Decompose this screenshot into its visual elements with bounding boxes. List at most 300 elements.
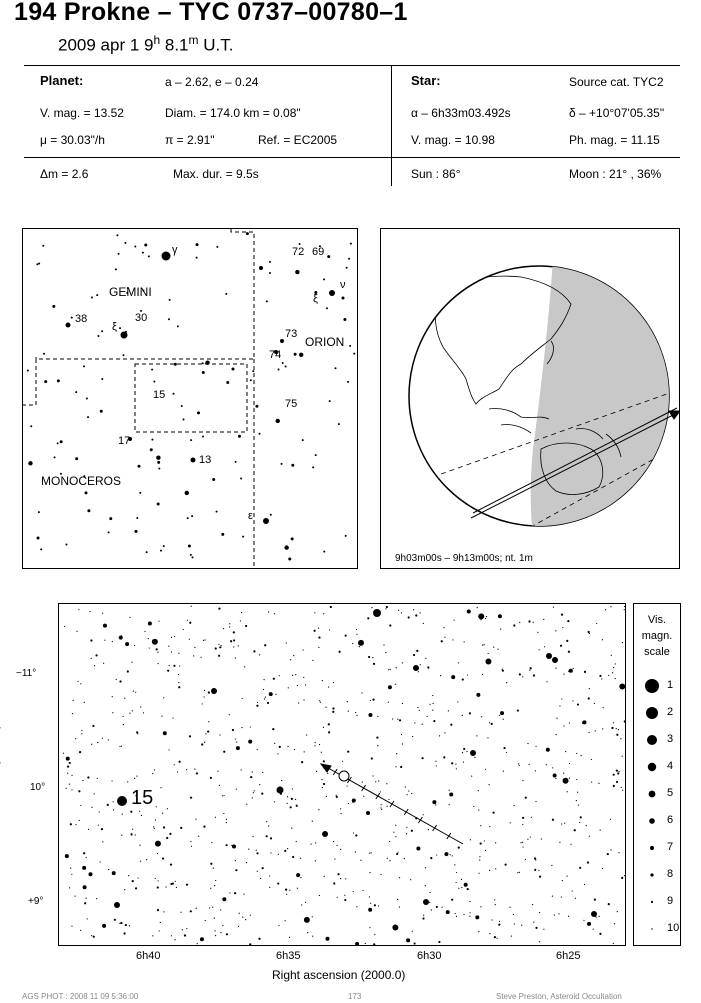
map-star [376, 736, 378, 738]
map-star [535, 746, 536, 747]
map-star [395, 836, 396, 837]
map-star [367, 617, 369, 619]
map-star [406, 827, 407, 828]
map-star [579, 822, 580, 823]
finder-star [348, 258, 350, 260]
map-star [193, 655, 194, 656]
map-star [576, 779, 577, 780]
map-star [554, 914, 555, 915]
map-star [543, 929, 544, 930]
map-star [215, 647, 217, 649]
map-star [429, 704, 430, 705]
map-star [257, 749, 258, 750]
map-star [456, 872, 457, 873]
map-star [246, 804, 247, 805]
map-star [369, 872, 370, 873]
map-star [155, 819, 156, 820]
map-star [253, 650, 255, 652]
map-star [389, 624, 391, 626]
map-bright-star [423, 899, 429, 905]
map-star [555, 668, 556, 669]
finder-star [259, 433, 261, 435]
map-star [538, 870, 539, 871]
star-map-graphic [59, 604, 626, 946]
map-star [353, 832, 354, 833]
map-star [102, 738, 103, 739]
label-xi-gem: ξ [112, 321, 117, 333]
map-star [75, 896, 76, 897]
finder-star [202, 435, 204, 437]
map-star [576, 753, 577, 754]
map-star [522, 676, 523, 677]
map-star [322, 787, 323, 788]
map-star [205, 920, 206, 921]
map-star [551, 865, 552, 866]
map-star [534, 857, 536, 859]
map-star [83, 885, 87, 889]
finder-star [153, 380, 155, 382]
map-star [269, 692, 273, 696]
map-star [436, 854, 437, 855]
map-star [254, 790, 255, 791]
map-star [618, 729, 619, 730]
map-star [244, 666, 245, 667]
map-star [369, 896, 370, 897]
map-star [207, 730, 209, 732]
map-star [530, 836, 531, 837]
map-star [250, 776, 252, 778]
map-star [248, 848, 249, 849]
map-star [616, 769, 618, 771]
map-star [495, 904, 496, 905]
map-star [125, 642, 129, 646]
map-star [399, 719, 401, 721]
map-star [266, 821, 267, 822]
magnitude-scale [633, 603, 681, 946]
map-star [466, 751, 467, 752]
finder-bright-star [329, 290, 335, 296]
map-star [514, 923, 515, 924]
map-star [613, 943, 614, 944]
map-star [563, 725, 564, 726]
map-star [173, 665, 175, 667]
map-star [323, 613, 324, 614]
map-star [539, 912, 540, 913]
finder-star [216, 511, 218, 513]
map-star [503, 747, 505, 749]
map-star [566, 876, 567, 877]
label-69: 69 [312, 246, 325, 258]
finder-star [255, 405, 258, 408]
finder-star [27, 369, 29, 371]
map-star [325, 937, 329, 941]
finder-star [342, 297, 345, 300]
map-star [178, 653, 179, 654]
finder-bright-star [162, 252, 171, 261]
map-star [296, 873, 300, 877]
map-star [509, 907, 510, 908]
map-star [423, 814, 424, 815]
map-bright-star [552, 657, 558, 663]
finder-star [188, 544, 191, 547]
map-star [478, 613, 484, 619]
map-bright-star [373, 609, 381, 617]
map-star [284, 850, 286, 852]
map-star [306, 734, 307, 735]
map-star [84, 702, 85, 703]
map-star [624, 609, 625, 610]
map-star [539, 941, 540, 942]
finder-star [43, 353, 45, 355]
map-star [569, 722, 570, 723]
map-star [187, 620, 188, 621]
star-dec: δ – +10°07'05.35" [569, 106, 665, 120]
map-star [194, 647, 195, 648]
finder-star [116, 234, 118, 236]
map-star [67, 773, 68, 774]
map-star [107, 804, 109, 806]
map-star [347, 701, 348, 702]
map-star [112, 871, 116, 875]
map-star [319, 895, 320, 896]
map-star [469, 916, 470, 917]
map-star [157, 652, 158, 653]
finder-star [28, 461, 32, 465]
map-star [397, 899, 398, 900]
finder-star [75, 457, 78, 460]
map-star [229, 626, 230, 627]
map-star [370, 700, 371, 701]
planet-parallax: π = 2.91" [165, 133, 215, 147]
map-star [178, 682, 179, 683]
map-star [163, 911, 164, 912]
map-star [152, 935, 153, 936]
map-star [356, 629, 357, 630]
map-star [624, 606, 625, 607]
map-star [69, 784, 70, 785]
header-top-rule [24, 65, 680, 66]
finder-star [353, 353, 355, 355]
map-star [149, 647, 150, 648]
map-star [200, 937, 204, 941]
map-star [134, 645, 135, 646]
map-star [108, 739, 109, 740]
map-star [528, 764, 529, 765]
planet-motion: μ = 30.03"/h [40, 133, 105, 147]
map-star [373, 663, 375, 665]
map-star [135, 692, 136, 693]
map-star [578, 804, 579, 805]
map-star [406, 938, 410, 942]
map-star [529, 670, 530, 671]
map-star [269, 875, 270, 876]
finder-star [150, 448, 153, 451]
map-star [533, 674, 535, 676]
label-17: 17 [118, 435, 131, 447]
map-star [214, 885, 215, 886]
map-star [121, 746, 122, 747]
map-star [204, 690, 205, 691]
map-star [132, 710, 133, 711]
map-star [514, 805, 515, 806]
map-star [575, 898, 576, 899]
map-star [616, 734, 618, 736]
label-nu: ν [340, 279, 346, 291]
map-star [91, 935, 92, 936]
map-star [157, 886, 159, 888]
map-star [174, 636, 175, 637]
map-star [362, 781, 363, 782]
map-star [599, 675, 601, 677]
map-star [568, 670, 570, 672]
map-star [588, 697, 590, 699]
finder-star [38, 511, 40, 513]
map-star [496, 938, 497, 939]
map-star [78, 609, 79, 610]
map-star [456, 768, 457, 769]
map-star [481, 716, 482, 717]
finder-star [181, 405, 183, 407]
map-star [222, 897, 226, 901]
finder-star [187, 517, 189, 519]
map-star [325, 707, 326, 708]
map-star [153, 826, 154, 827]
map-star [440, 675, 441, 676]
map-star [168, 646, 169, 647]
finder-star [97, 335, 99, 337]
finder-star [136, 517, 138, 519]
map-star [263, 679, 264, 680]
map-star [601, 678, 602, 679]
map-star [414, 722, 415, 723]
map-star [132, 829, 133, 830]
map-star [262, 867, 264, 869]
finder-star [44, 380, 47, 383]
xtick-2: 6h35 [276, 950, 301, 962]
map-star [257, 702, 258, 703]
map-star [93, 936, 95, 938]
map-star [301, 761, 303, 763]
map-star [558, 913, 559, 914]
star-map [58, 603, 626, 946]
map-star [65, 854, 69, 858]
map-star [246, 862, 247, 863]
map-star [616, 781, 618, 783]
map-star [123, 932, 125, 934]
map-star [113, 801, 114, 802]
map-star [584, 671, 586, 673]
map-star [622, 642, 623, 643]
map-star [422, 917, 424, 919]
map-star [533, 622, 534, 623]
map-star [621, 787, 622, 788]
map-star [432, 703, 433, 704]
map-star [208, 721, 209, 722]
map-star [162, 857, 164, 859]
map-star [94, 665, 95, 666]
map-star [124, 889, 125, 890]
map-star [77, 681, 78, 682]
map-star [563, 778, 569, 784]
map-star [418, 671, 419, 672]
map-star [152, 639, 158, 645]
map-star [313, 630, 315, 632]
map-star [333, 841, 334, 842]
map-star [261, 793, 263, 795]
map-star [427, 666, 429, 668]
track-tick [362, 785, 366, 791]
map-star [112, 696, 113, 697]
map-star [322, 680, 323, 681]
finder-star [196, 243, 199, 246]
map-bright-star [117, 796, 127, 806]
map-star [480, 825, 481, 826]
map-star [239, 913, 240, 914]
map-star [467, 674, 468, 675]
scale-label: 3 [667, 733, 674, 745]
map-star [556, 734, 557, 735]
scale-title-3: scale [644, 646, 670, 658]
map-star [197, 943, 198, 944]
map-star [99, 811, 100, 812]
map-star [316, 771, 317, 772]
map-star [119, 746, 120, 747]
map-star [79, 820, 80, 821]
map-star [451, 899, 453, 901]
map-star [300, 877, 301, 878]
map-star [493, 647, 494, 648]
map-star [561, 823, 562, 824]
map-star [427, 716, 428, 717]
map-star [318, 628, 319, 629]
map-star [158, 663, 159, 664]
finder-star [151, 439, 153, 441]
map-star [233, 639, 235, 641]
map-star [203, 826, 205, 828]
map-star [499, 921, 500, 922]
map-star [470, 912, 471, 913]
map-star [268, 825, 269, 826]
map-star [594, 703, 595, 704]
map-star [412, 736, 413, 737]
scale-dot [645, 679, 659, 693]
map-star [176, 887, 177, 888]
map-star [535, 770, 536, 771]
map-star [370, 852, 371, 853]
map-star [539, 876, 541, 878]
map-star [613, 785, 615, 787]
map-star [320, 702, 321, 703]
map-star [161, 715, 162, 716]
map-star [610, 849, 611, 850]
scale-dot [648, 763, 656, 771]
star-phmag: Ph. mag. = 11.15 [569, 133, 660, 147]
map-star [525, 859, 526, 860]
map-star [182, 929, 183, 930]
map-star [525, 797, 527, 799]
map-star [527, 743, 528, 744]
finder-star [343, 318, 346, 321]
finder-star [139, 492, 141, 494]
map-star [333, 882, 335, 884]
map-star [345, 634, 347, 636]
label-monoceros: MONOCEROS [41, 474, 122, 488]
map-star [388, 799, 389, 800]
map-star [482, 645, 483, 646]
finder-star [40, 548, 42, 550]
finder-star [42, 245, 44, 247]
map-star [165, 886, 166, 887]
map-star [520, 842, 521, 843]
map-star [180, 912, 181, 913]
finder-star [115, 268, 117, 270]
map-star [71, 775, 72, 776]
map-star [498, 614, 502, 618]
map-star [250, 726, 251, 727]
map-star [485, 658, 491, 664]
map-star [148, 622, 152, 626]
field-box [135, 364, 247, 432]
map-star [92, 725, 94, 727]
map-star [355, 851, 356, 852]
finder-star [329, 400, 331, 402]
finder-star [185, 491, 189, 495]
map-star [449, 792, 453, 796]
map-star [120, 922, 122, 924]
map-star [183, 629, 184, 630]
scale-label: 10 [667, 922, 680, 934]
map-star [619, 683, 625, 689]
finder-star [278, 369, 280, 371]
map-star [295, 674, 296, 675]
finder-star [157, 461, 160, 464]
map-star [577, 792, 578, 793]
map-star [146, 859, 147, 860]
map-star [610, 606, 611, 607]
map-star [191, 606, 192, 607]
map-star [69, 762, 71, 764]
map-star [80, 683, 81, 684]
map-star [443, 756, 445, 758]
map-star [451, 675, 455, 679]
map-star [177, 771, 178, 772]
map-star [190, 797, 192, 799]
map-star [256, 852, 258, 854]
map-star [236, 746, 240, 750]
finder-star [216, 246, 218, 248]
finder-star [350, 243, 352, 245]
map-star [608, 903, 610, 905]
map-star [513, 624, 515, 626]
map-star [624, 875, 625, 876]
map-star [374, 934, 375, 935]
finder-star [65, 544, 67, 546]
map-star [162, 813, 163, 814]
track-tick [404, 809, 408, 815]
map-star [75, 738, 76, 739]
map-star [157, 909, 159, 911]
map-star [586, 825, 587, 826]
map-star [383, 644, 384, 645]
map-star [163, 731, 167, 735]
map-star [399, 906, 400, 907]
map-star [123, 724, 124, 725]
map-star [565, 751, 566, 752]
map-star [312, 936, 313, 937]
map-star [611, 727, 613, 729]
map-star [138, 877, 139, 878]
map-star [301, 904, 302, 905]
